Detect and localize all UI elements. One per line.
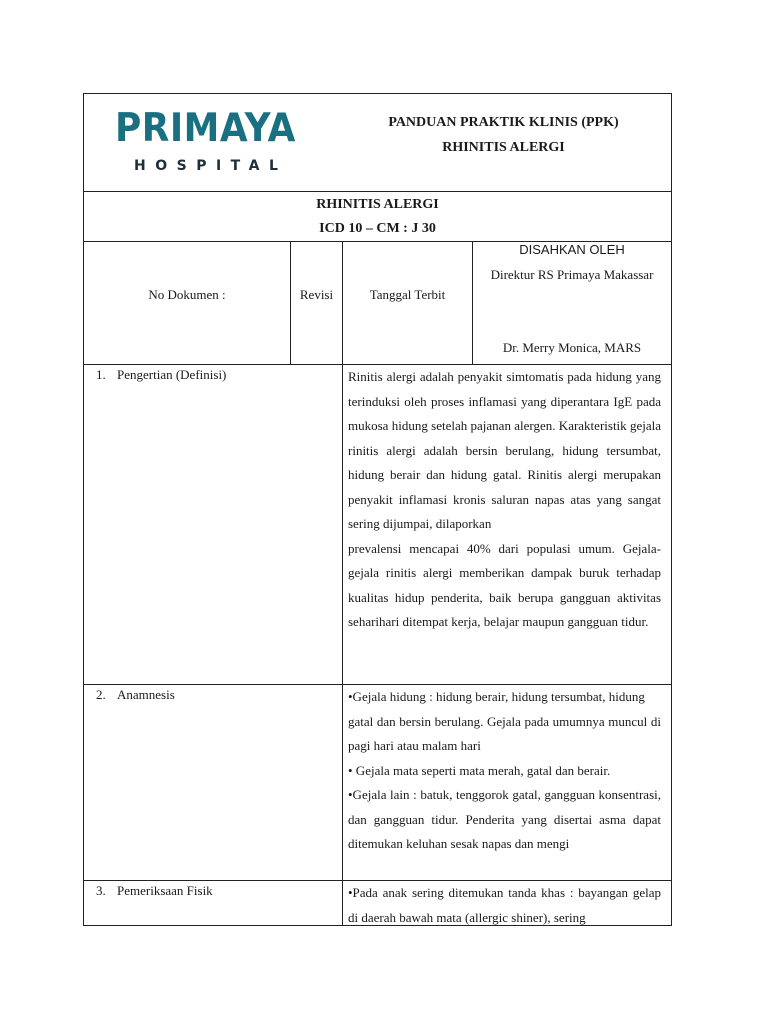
- doc-number-label: No Dokumen :: [148, 287, 226, 302]
- section-definition: [84, 365, 671, 685]
- document-header: [84, 94, 671, 192]
- section-number: 2.: [96, 687, 106, 702]
- section-content: [343, 365, 671, 684]
- section-title: Anamnesis: [117, 687, 175, 702]
- approval-cell: [473, 242, 671, 364]
- section-label: [84, 685, 343, 880]
- document-title: [84, 192, 671, 242]
- title-line-2: ICD 10 – CM : J 30: [319, 221, 436, 236]
- section-number: 3.: [96, 883, 106, 898]
- header-line-1: PANDUAN PRAKTIK KLINIS (PPK): [388, 115, 619, 130]
- paragraph: gatal dan bersin berulang. Gejala pada umumnya muncul di pagi hari atau malam hari: [348, 713, 661, 753]
- ppk-document: [83, 93, 672, 926]
- section-number: 1.: [96, 367, 106, 382]
- signatory-name: Dr. Merry Monica, MARS: [502, 340, 642, 355]
- section-title: Pengertian (Definisi): [117, 367, 227, 382]
- hospital-logo: [84, 94, 336, 191]
- section-content: [343, 881, 671, 925]
- paragraph: •Gejala lain : batuk, tenggorok gatal, gangguan konsentrasi, dan gangguan tidur. Penderita yang disertai asma dapat ditemukan keluhan sesak napas dan mengi: [348, 787, 661, 851]
- logo-wordmark: PRIMAYA: [115, 106, 296, 151]
- paragraph: Rinitis alergi adalah penyakit simtomatis pada hidung yang terinduksi oleh proses inflamasi yang diperantara IgE pada mukosa hidung setelah pajanan alergen. Karakteristik gejala rinitis alergi adalah bersin berulang, hidung tersumbat, hidung berair dan hidung gatal. Rinitis alergi merupakan penyakit inflamasi kronis saluran napas atas yang sangat sering dijumpai, dilaporkan: [348, 369, 661, 531]
- section-physical-exam: [84, 881, 671, 925]
- paragraph: •Gejala hidung : hidung berair, hidung tersumbat, hidung: [348, 689, 645, 704]
- paragraph: •Pada anak sering ditemukan tanda khas : bayangan gelap di daerah bawah mata (allergic shiner), sering: [348, 885, 661, 925]
- issue-date-cell: [343, 242, 473, 364]
- section-title: Pemeriksaan Fisik: [117, 883, 213, 898]
- title-line-1: RHINITIS ALERGI: [316, 197, 439, 212]
- section-content: [343, 685, 671, 880]
- section-label: [84, 881, 343, 925]
- logo-subtitle: HOSPITAL: [134, 158, 288, 174]
- header-line-2: RHINITIS ALERGI: [442, 140, 565, 155]
- header-title: [336, 94, 671, 191]
- revision-cell: [291, 242, 343, 364]
- approved-by-label: DISAHKAN OLEH: [519, 242, 625, 257]
- issue-date-label: Tanggal Terbit: [369, 287, 446, 302]
- paragraph: • Gejala mata seperti mata merah, gatal dan berair.: [348, 762, 611, 778]
- doc-number-cell: [84, 242, 291, 364]
- document-info-row: [84, 242, 671, 365]
- director-title: Direktur RS Primaya Makassar: [490, 267, 654, 282]
- revision-label: Revisi: [299, 287, 334, 302]
- paragraph: prevalensi mencapai 40% dari populasi umum. Gejala-gejala rinitis alergi memberikan dampak buruk terhadap kualitas hidup penderita, baik berupa gangguan aktivitas seharihari ditempat kerja, belajar maupun gangguan tidur.: [348, 540, 661, 629]
- section-anamnesis: [84, 685, 671, 881]
- section-label: [84, 365, 343, 684]
